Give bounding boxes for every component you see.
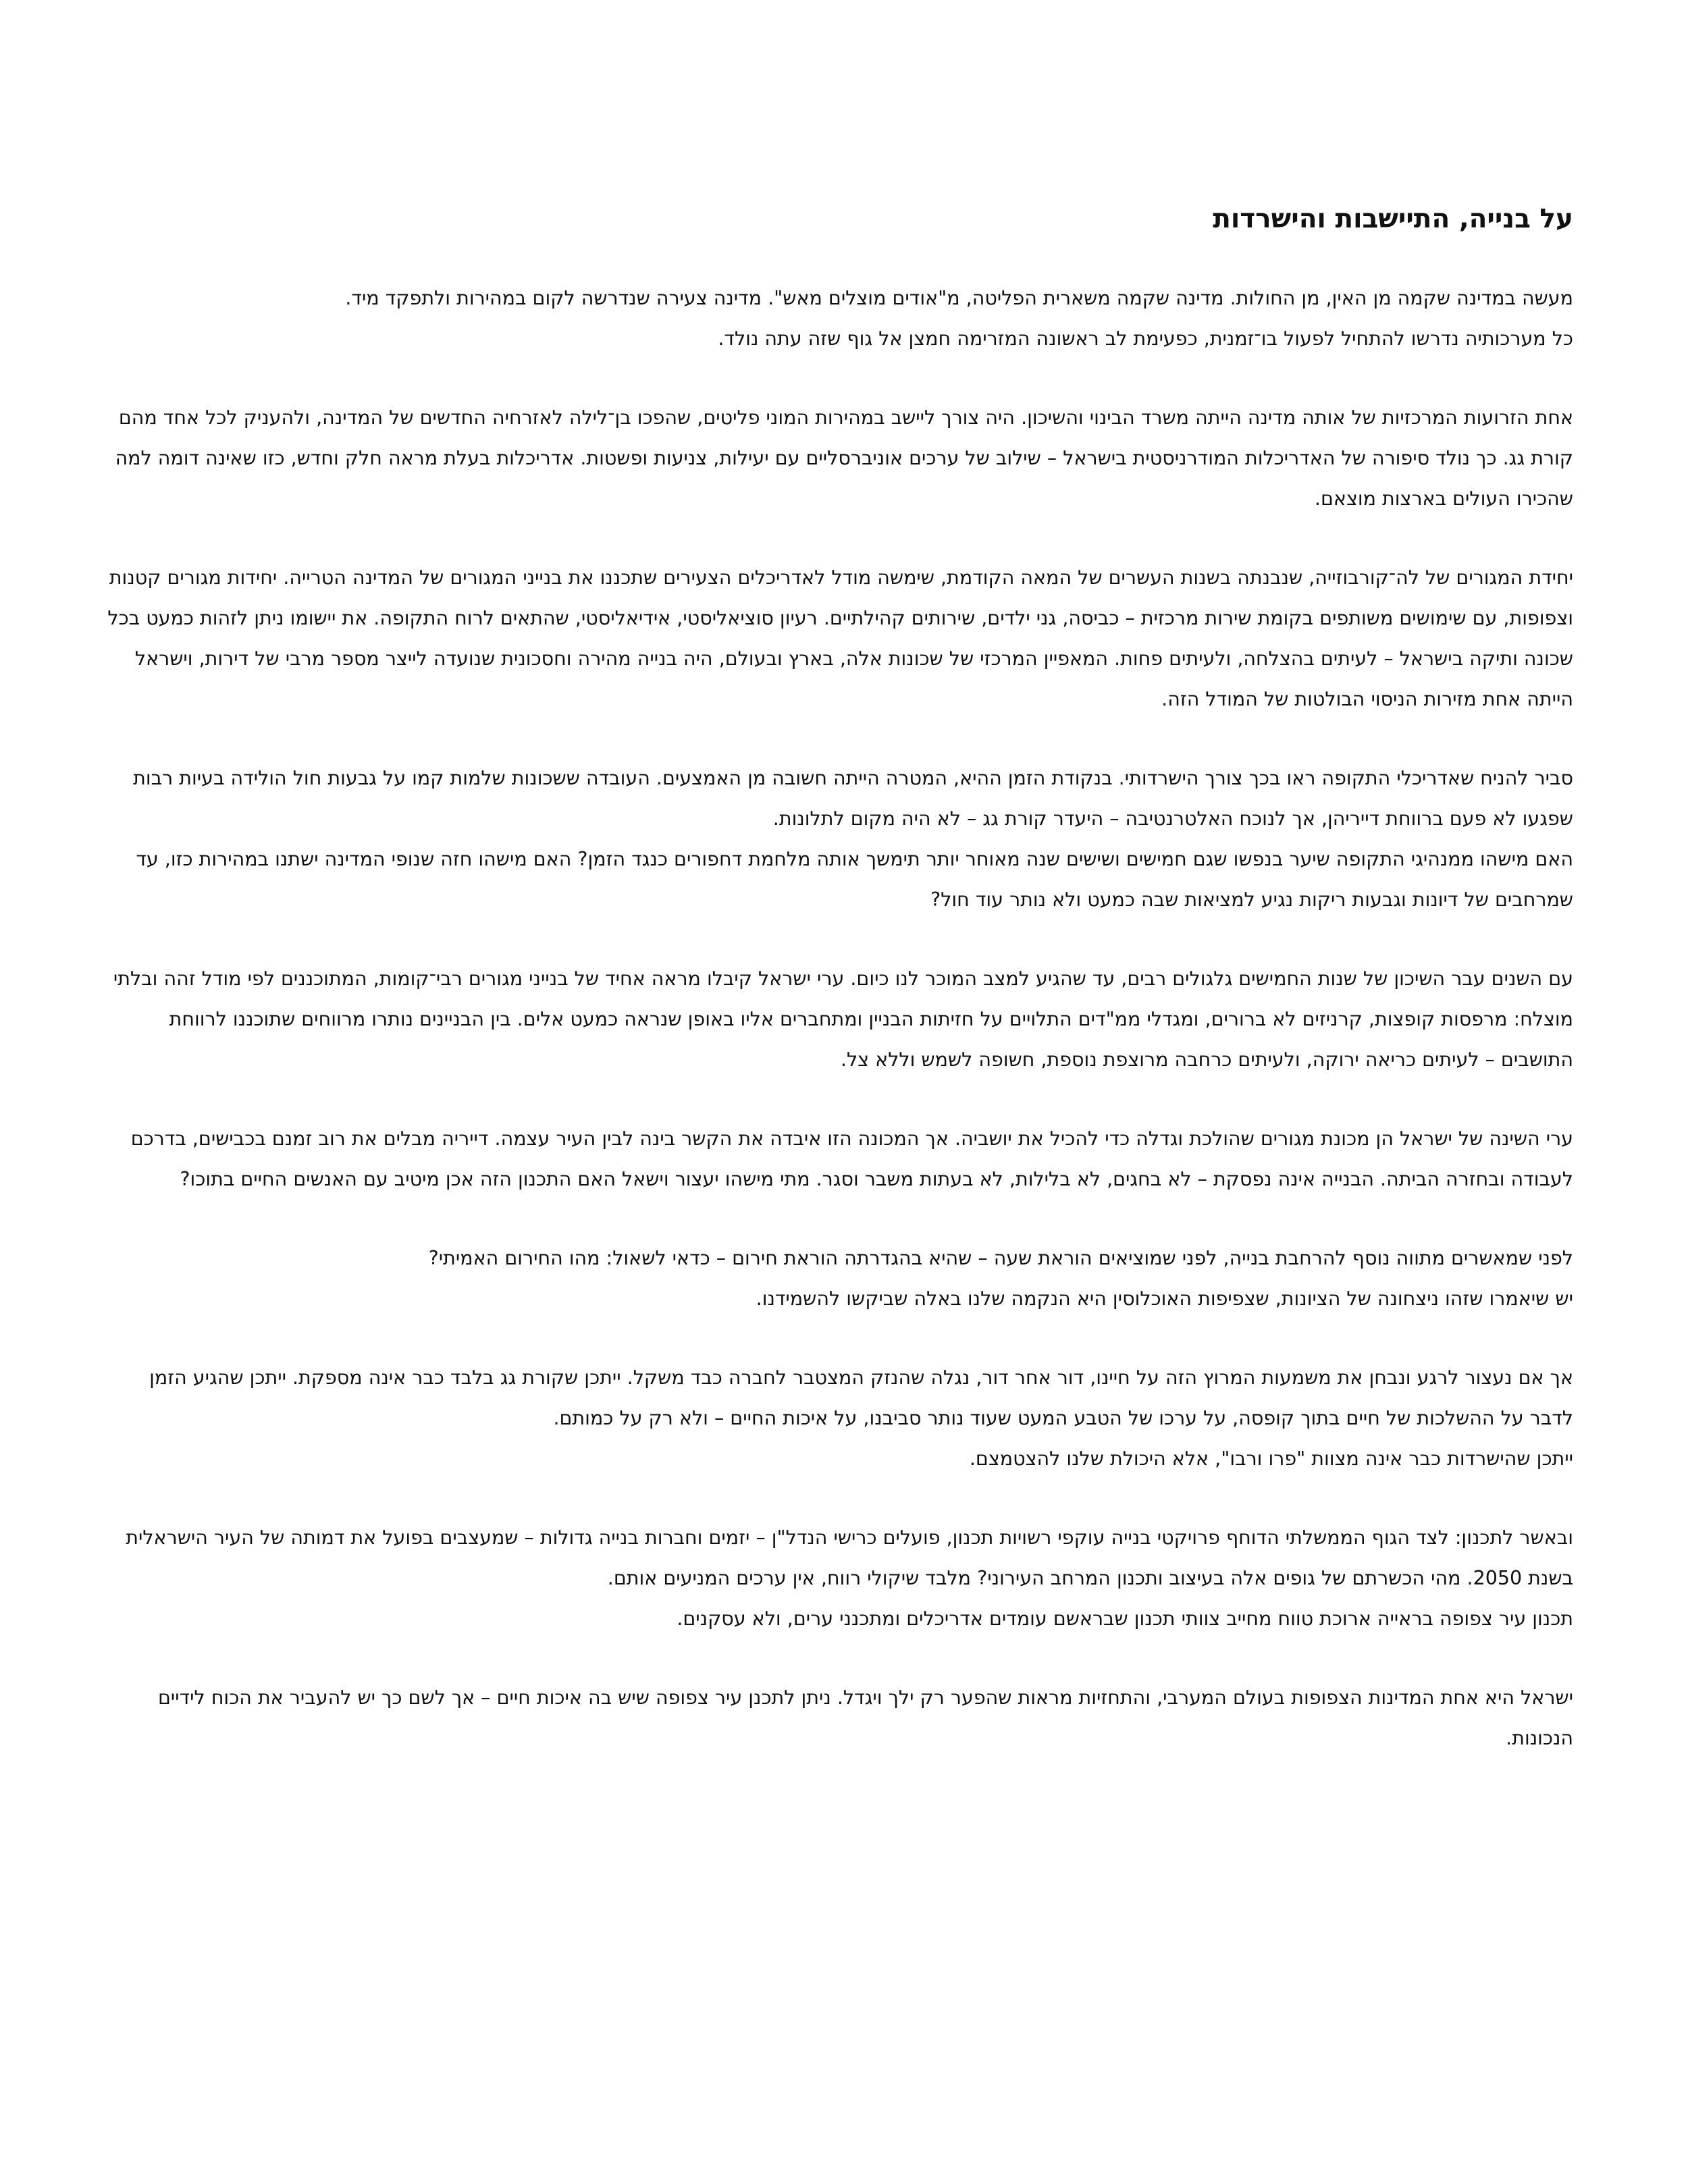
paragraph-line: יש שיאמרו שזהו ניצחונה של הציונות, שצפיפות האוכלוסין היא הנקמה שלנו באלה שביקשו להשמידנו. [756, 1287, 1573, 1310]
paragraph-2 [101, 398, 1573, 519]
article [101, 196, 1573, 1797]
paragraph-line: ייתכן שהישרדות כבר אינה מצוות "פרו ורבו", אלא היכולת שלנו להצטמצם. [969, 1447, 1573, 1470]
paragraph-10 [101, 1678, 1573, 1759]
paragraph-line: מעשה במדינה שקמה מן האין, מן החולות. מדינה שקמה משארית הפליטה, מ"אודים מוצלים מאש". מדינה צעירה שנדרשה לקום במהירות ולתפקד מיד. [345, 287, 1573, 309]
paragraph-line: ישראל היא אחת המדינות הצפופות בעולם המערבי, והתחזיות מראות שהפער רק ילך ויגדל. ניתן לתכנן עיר צפופה שיש בה איכות חיים – אך לשם כך יש להעביר את הכוח לידיים הנכונות. [157, 1686, 1573, 1749]
paragraph-6 [101, 1119, 1573, 1200]
paragraph-line: האם מישהו ממנהיגי התקופה שיער בנפשו שגם חמישים ושישים שנה מאוחר יותר תימשך אותה מלחמת דחפורים כנגד הזמן? האם מישהו חזה שנופי המדינה ישתנו במהירות כזו, עד שמרחבים של דיונות וגבעות ריקות נגיע למציאות שבה כמעט ולא נותר עוד חול? [136, 848, 1573, 911]
paragraph-8 [101, 1358, 1573, 1479]
paragraph-line: אך אם נעצור לרגע ונבחן את משמעות המרוץ הזה על חיינו, דור אחר דור, נגלה שהנזק המצטבר לחברה כבד משקל. ייתכן שקורת גג בלבד כבר אינה מספקת. ייתכן שהגיע הזמן לדבר על ההשלכות של חיים בתוך קופסה, על ערכו של הטבע המעט שעוד נותר סביבנו, על איכות החיים – ולא רק על כמותם. [149, 1366, 1573, 1429]
paragraph-line: אחת הזרועות המרכזיות של אותה מדינה הייתה משרד הבינוי והשיכון. היה צורך ליישב במהירות המוני פליטים, שהפכו בן־לילה לאזרחיה החדשים של המדינה, ולהעניק לכל אחד מהם קורת גג. כך נולד סיפורה של האדריכלות המודרניסטית בישראל – שילוב של ערכים אוניברסליים עם יעילות, צניעות ופשטות. אדריכלות בעלת מראה חלק וחדש, כזו שאינה דומה למה שהכירו העולים בארצות מוצאם. [115, 406, 1573, 510]
paragraph-5 [101, 959, 1573, 1080]
paragraph-line: יחידת המגורים של לה־קורבוזייה, שנבנתה בשנות העשרים של המאה הקודמת, שימשה מודל לאדריכלים הצעירים שתכננו את בנייני המגורים של המדינה הטרייה. יחידות מגורים קטנות וצפופות, עם שימושים משותפים בקומת שירות מרכזית – כביסה, גני ילדים, שירותים קהילתיים. רעיון סוציאליסטי, אידיאליסטי, שהתאים לרוח התקופה. את יישומו ניתן לזהות כמעט בכל שכונה ותיקה בישראל – לעיתים בהצלחה, ולעיתים פחות. המאפיין המרכזי של שכונות אלה, בארץ ובעולם, היה בנייה מהירה וחסכונית שנועדה לייצר מספר מרבי של דירות, וישראל הייתה אחת מזירות הניסוי הבולטות של המודל הזה. [107, 566, 1573, 710]
paragraph-line: סביר להניח שאדריכלי התקופה ראו בכך צורך הישרדותי. בנקודת הזמן ההיא, המטרה הייתה חשובה מן האמצעים. העובדה ששכונות שלמות קמו על גבעות חול הולידה בעיות רבות שפגעו לא פעם ברווחת דייריהן, אך לנוכח האלטרנטיבה – היעדר קורת גג – לא היה מקום לתלונות. [133, 767, 1573, 830]
paragraph-line: תכנון עיר צפופה בראייה ארוכת טווח מחייב צוותי תכנון שבראשם עומדים אדריכלים ומתכנני ערים, ולא עסקנים. [677, 1607, 1573, 1630]
paragraph-9 [101, 1518, 1573, 1639]
paragraph-1 [101, 278, 1573, 359]
paragraph-3 [101, 558, 1573, 720]
article-title: על בנייה, התיישבות והישרדות [1213, 204, 1573, 234]
paragraph-line: ובאשר לתכנון: לצד הגוף הממשלתי הדוחף פרויקטי בנייה עוקפי רשויות תכנון, פועלים כרישי הנדל"ן – יזמים וחברות בנייה גדולות – שמעצבים בפועל את דמותה של העיר הישראלית בשנת 2050. מהי הכשרתם של גופים אלה בעיצוב ותכנון המרחב העירוני? מלבד שיקולי רווח, אין ערכים המניעים אותם. [126, 1526, 1573, 1589]
paragraph-4 [101, 758, 1573, 920]
paragraph-line: כל מערכותיה נדרשו להתחיל לפעול בו־זמנית, כפעימת לב ראשונה המזרימה חמצן אל גוף שזה עתה נולד. [718, 327, 1573, 350]
paragraph-line: לפני שמאשרים מתווה נוסף להרחבת בנייה, לפני שמוציאים הוראת שעה – שהיא בהגדרתה הוראת חירום – כדאי לשאול: מהו החירום האמיתי? [428, 1247, 1573, 1269]
paragraph-line: עם השנים עבר השיכון של שנות החמישים גלגולים רבים, עד שהגיע למצב המוכר לנו כיום. ערי ישראל קיבלו מראה אחיד של בנייני מגורים רבי־קומות, המתוכננים לפי מודל זהה ובלתי מוצלח: מרפסות קופצות, קרניזים לא ברורים, ומגדלי ממ"דים התלויים על חזיתות הבניין ומתחברים אליו באופן שנראה כמעט אלים. בין הבניינים נותרו מרווחים שתוכננו לרווחת התושבים – לעיתים כריאה ירוקה, ולעיתים כרחבה מרוצפת נוספת, חשופה לשמש וללא צל. [113, 967, 1573, 1071]
paragraph-line: ערי השינה של ישראל הן מכונת מגורים שהולכת וגדלה כדי להכיל את יושביה. אך המכונה הזו איבדה את הקשר בינה לבין העיר עצמה. דייריה מבלים את רוב זמנם בכבישים, בדרכם לעבודה ובחזרה הביתה. הבנייה אינה נפסקת – לא בחגים, לא בלילות, לא בעתות משבר וסגר. מתי מישהו יעצור וישאל האם התכנון הזה אכן מיטיב עם האנשים החיים בתוכו? [130, 1127, 1573, 1190]
paragraph-7 [101, 1238, 1573, 1319]
